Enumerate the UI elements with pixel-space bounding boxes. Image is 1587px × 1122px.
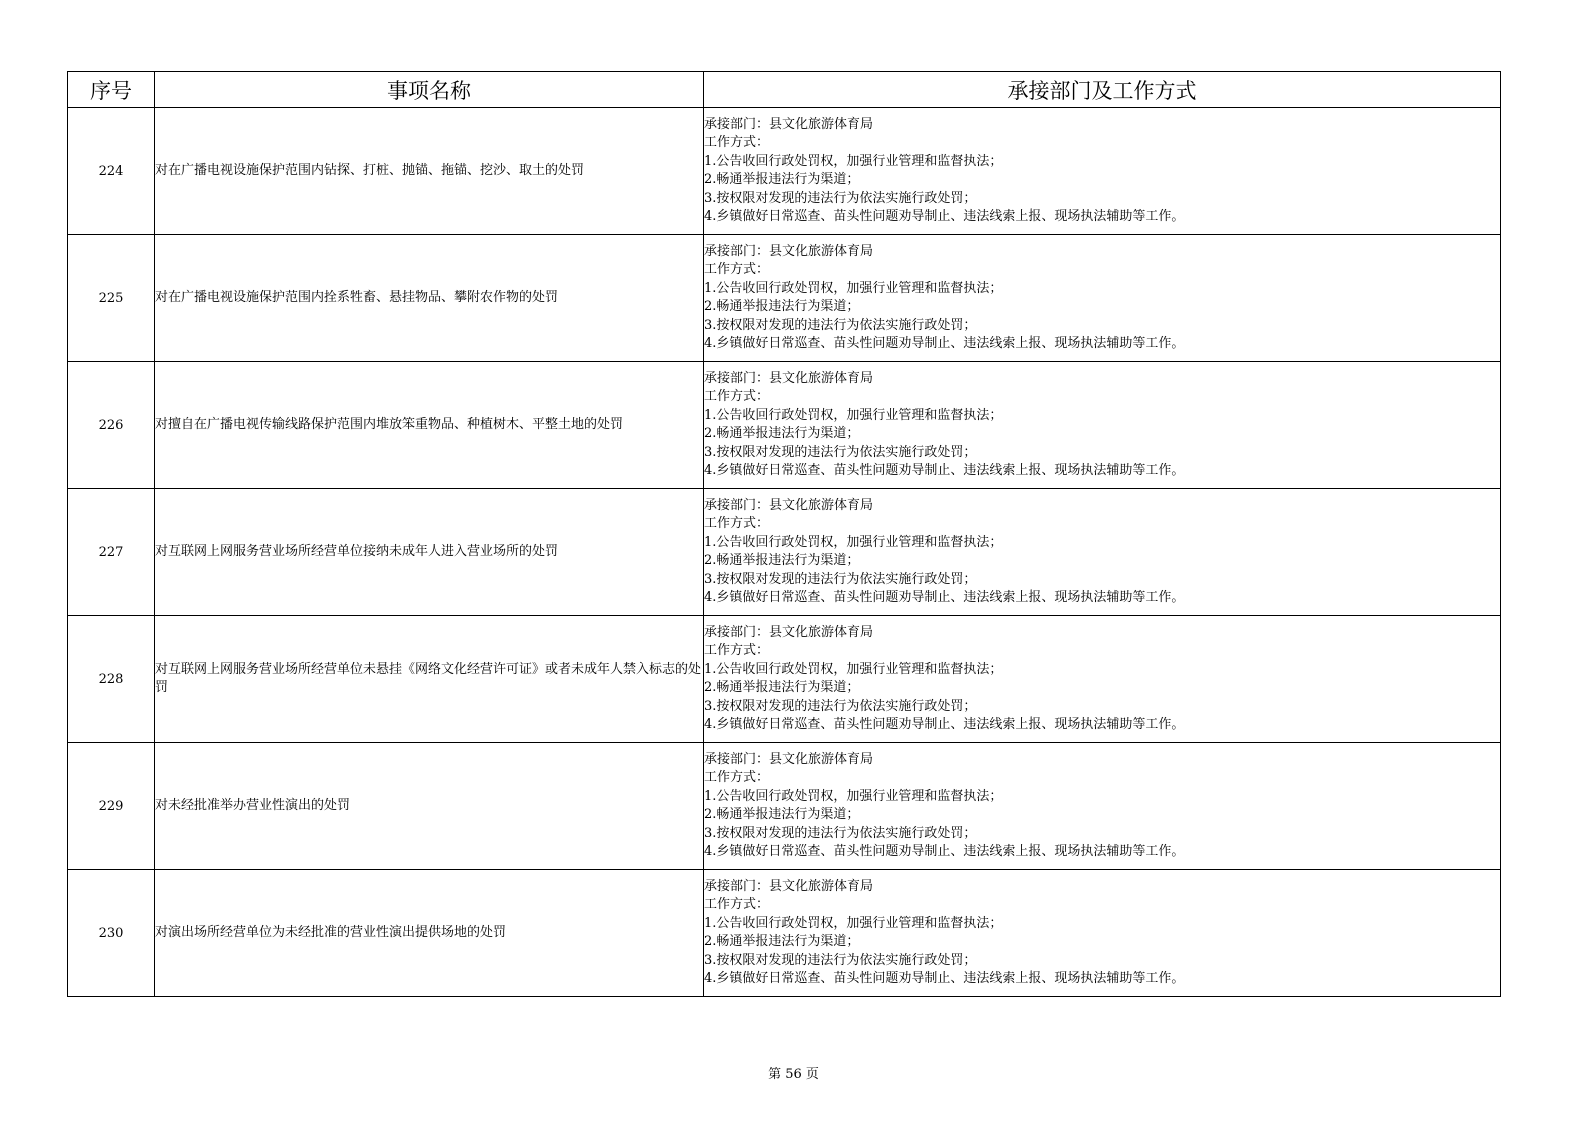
table-row [68,362,1501,489]
method-line: 4.乡镇做好日常巡查、苗头性问题劝导制止、违法线索上报、现场执法辅助等工作。 [704,717,1185,732]
method-line: 工作方式： [704,262,770,277]
method-line: 工作方式： [704,389,770,404]
row-method [704,489,1501,616]
header-seq: 序号 [68,72,155,108]
method-line: 承接部门：县文化旅游体育局 [704,116,874,132]
row-item: 对未经批准举办营业性演出的处罚 [155,743,704,870]
method-line: 1.公告收回行政处罚权，加强行业管理和监督执法； [704,153,1003,169]
method-line: 2.畅通举报违法行为渠道； [704,299,860,314]
method-line: 承接部门：县文化旅游体育局 [704,751,874,767]
row-method [704,870,1501,997]
row-item: 对互联网上网服务营业场所经营单位接纳未成年人进入营业场所的处罚 [155,489,704,616]
method-line: 承接部门：县文化旅游体育局 [704,243,874,259]
row-seq: 226 [68,362,155,489]
method-line: 4.乡镇做好日常巡查、苗头性问题劝导制止、违法线索上报、现场执法辅助等工作。 [704,336,1185,351]
method-line: 4.乡镇做好日常巡查、苗头性问题劝导制止、违法线索上报、现场执法辅助等工作。 [704,209,1185,224]
method-line: 1.公告收回行政处罚权，加强行业管理和监督执法； [704,661,1003,677]
row-item: 对演出场所经营单位为未经批准的营业性演出提供场地的处罚 [155,870,704,997]
method-line: 2.畅通举报违法行为渠道； [704,553,860,568]
row-seq: 225 [68,235,155,362]
row-seq: 227 [68,489,155,616]
method-line: 工作方式： [704,516,770,531]
method-line: 3.按权限对发现的违法行为依法实施行政处罚； [704,317,977,333]
row-item: 对互联网上网服务营业场所经营单位未悬挂《网络文化经营许可证》或者未成年人禁入标志的处罚 [155,616,704,743]
method-line: 承接部门：县文化旅游体育局 [704,497,874,513]
table-row [68,489,1501,616]
method-line: 工作方式： [704,643,770,658]
method-line: 1.公告收回行政处罚权，加强行业管理和监督执法； [704,915,1003,931]
header-item: 事项名称 [155,72,704,108]
row-method [704,108,1501,235]
method-line: 工作方式： [704,770,770,785]
method-line: 承接部门：县文化旅游体育局 [704,370,874,386]
table-header-row [68,72,1501,108]
page-number: 第 56 页 [768,1067,819,1082]
table-row [68,108,1501,235]
row-method [704,362,1501,489]
method-line: 2.畅通举报违法行为渠道； [704,426,860,441]
method-line: 4.乡镇做好日常巡查、苗头性问题劝导制止、违法线索上报、现场执法辅助等工作。 [704,971,1185,986]
method-line: 4.乡镇做好日常巡查、苗头性问题劝导制止、违法线索上报、现场执法辅助等工作。 [704,590,1185,605]
method-line: 4.乡镇做好日常巡查、苗头性问题劝导制止、违法线索上报、现场执法辅助等工作。 [704,844,1185,859]
method-line: 1.公告收回行政处罚权，加强行业管理和监督执法； [704,407,1003,423]
row-seq: 229 [68,743,155,870]
row-seq: 224 [68,108,155,235]
method-line: 2.畅通举报违法行为渠道； [704,807,860,822]
table-row [68,616,1501,743]
method-line: 1.公告收回行政处罚权，加强行业管理和监督执法； [704,788,1003,804]
method-line: 3.按权限对发现的违法行为依法实施行政处罚； [704,190,977,206]
method-line: 1.公告收回行政处罚权，加强行业管理和监督执法； [704,280,1003,296]
method-line: 3.按权限对发现的违法行为依法实施行政处罚； [704,825,977,841]
method-line: 3.按权限对发现的违法行为依法实施行政处罚； [704,952,977,968]
method-line: 3.按权限对发现的违法行为依法实施行政处罚； [704,444,977,460]
method-line: 1.公告收回行政处罚权，加强行业管理和监督执法； [704,534,1003,550]
method-line: 3.按权限对发现的违法行为依法实施行政处罚； [704,571,977,587]
row-item: 对在广播电视设施保护范围内拴系牲畜、悬挂物品、攀附农作物的处罚 [155,235,704,362]
method-line: 承接部门：县文化旅游体育局 [704,878,874,894]
row-method [704,235,1501,362]
table-row [68,870,1501,997]
table-row [68,743,1501,870]
header-method: 承接部门及工作方式 [704,72,1501,108]
method-line: 2.畅通举报违法行为渠道； [704,934,860,949]
row-item: 对擅自在广播电视传输线路保护范围内堆放笨重物品、种植树木、平整土地的处罚 [155,362,704,489]
matters-table [67,71,1501,997]
table-row [68,235,1501,362]
method-line: 工作方式： [704,135,770,150]
row-method [704,743,1501,870]
method-line: 2.畅通举报违法行为渠道； [704,680,860,695]
method-line: 工作方式： [704,897,770,912]
row-item: 对在广播电视设施保护范围内钻探、打桩、抛锚、拖锚、挖沙、取土的处罚 [155,108,704,235]
method-line: 2.畅通举报违法行为渠道； [704,172,860,187]
method-line: 3.按权限对发现的违法行为依法实施行政处罚； [704,698,977,714]
row-seq: 230 [68,870,155,997]
row-seq: 228 [68,616,155,743]
method-line: 承接部门：县文化旅游体育局 [704,624,874,640]
row-method [704,616,1501,743]
method-line: 4.乡镇做好日常巡查、苗头性问题劝导制止、违法线索上报、现场执法辅助等工作。 [704,463,1185,478]
